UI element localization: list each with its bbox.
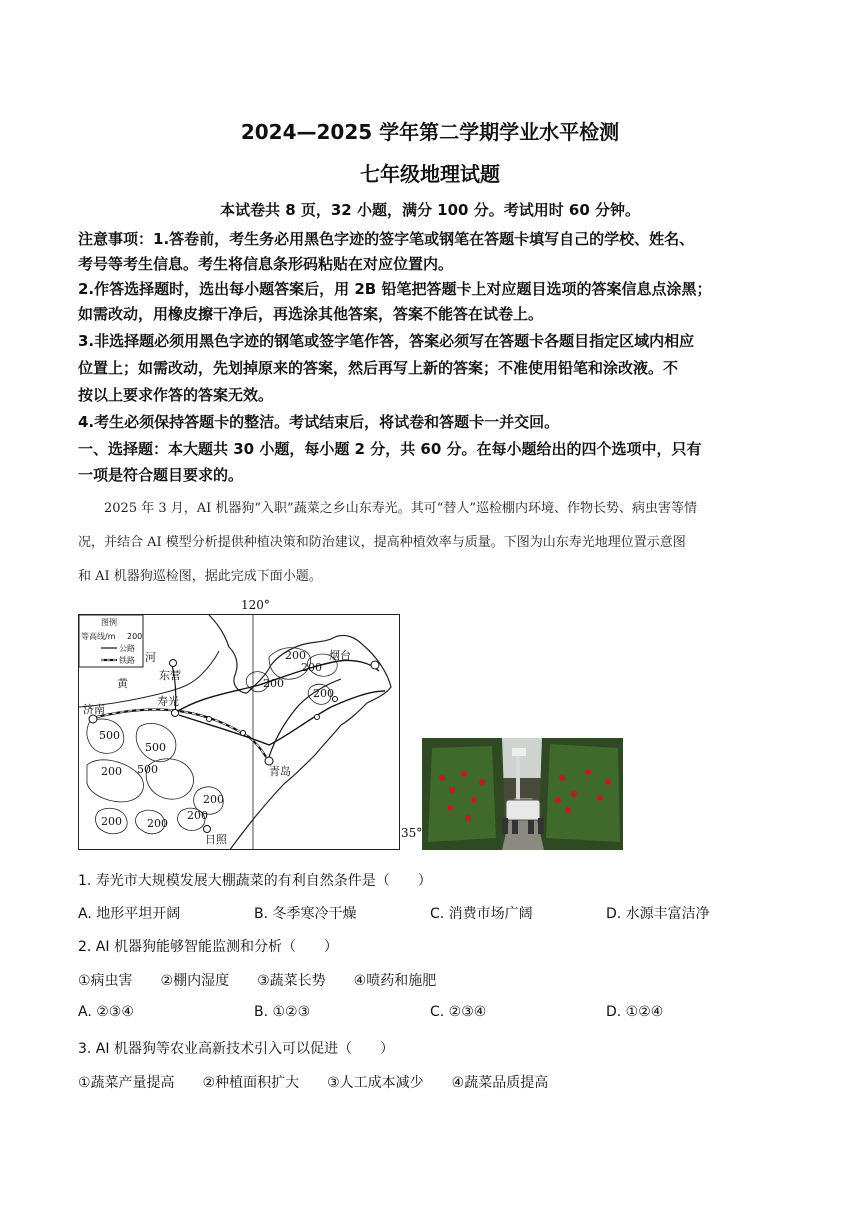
contour-label: 200 [263,677,284,690]
label-river: 河 [145,651,156,664]
question-3-items: ①蔬菜产量提高 ②种植面积扩大 ③人工成本减少 ④蔬菜品质提高 [78,1075,549,1091]
question-2-option-d[interactable]: D. ①②④ [606,1004,664,1020]
city-dot-dongying [170,660,177,667]
question-2-items: ①病虫害 ②棚内湿度 ③蔬菜长势 ④喷药和施肥 [78,973,437,989]
label-rizhao: 日照 [205,833,227,846]
contour-label: 500 [99,729,120,742]
section-heading: 一、选择题：本大题共 30 小题，每小题 2 分，共 60 分。在每小题给出的四个选项中，只有 [78,440,702,458]
city-dot-qingdao [265,757,273,765]
city-dot-yantai [371,661,379,669]
exam-info: 本试卷共 8 页，32 小题，满分 100 分。考试用时 60 分钟。 [219,201,641,219]
notes-line: 如需改动，用橡皮擦干净后，再选涂其他答案，答案不能答在试卷上。 [78,305,544,323]
notes-line: 按以上要求作答的答案无效。 [78,386,274,404]
contour-label: 200 [187,809,208,822]
legend-contour-value: 200 [127,632,143,641]
legend-road: 公路 [119,644,135,653]
question-2-option-b[interactable]: B. ①②③ [254,1004,311,1020]
latitude-label: 35° [401,826,423,840]
legend-contour: 等高线/m [81,632,116,641]
contour-label: 500 [145,741,166,754]
exam-title: 2024—2025 学年第二学期学业水平检测 [240,120,620,144]
section-heading: 一项是符合题目要求的。 [78,466,244,484]
label-yantai: 烟台 [329,649,351,662]
exam-subtitle: 七年级地理试题 [360,162,500,186]
contour-label: 200 [101,815,122,828]
robot-dog-photo [422,738,623,850]
question-1-option-a[interactable]: A. 地形平坦开阔 [78,906,181,922]
contour-label: 200 [147,817,168,830]
question-2-stem: 2. AI 机器狗能够智能监测和分析（ ） [78,939,338,955]
question-3-stem: 3. AI 机器狗等农业高新技术引入可以促进（ ） [78,1041,394,1057]
question-1-option-c[interactable]: C. 消费市场广阔 [430,906,533,922]
notes-line: 位置上；如需改动，先划掉原来的答案，然后再写上新的答案；不准使用铅笔和涂改液。不 [78,359,679,377]
notes-line: 4.考生必须保持答题卡的整洁。考试结束后，将试卷和答题卡一并交回。 [78,413,560,431]
city-dot-rizhao [204,826,211,833]
photo-svg [422,738,623,850]
passage-line: 2025 年 3 月，AI 机器狗“入职”蔬菜之乡山东寿光。其可“替人”巡检棚内环境、作物长势、病虫害等情 [104,501,697,516]
contour-label: 200 [285,649,306,662]
question-2-option-c[interactable]: C. ②③④ [430,1004,487,1020]
label-yellow: 黄 [117,677,128,690]
question-1-option-b[interactable]: B. 冬季寒冷干燥 [254,906,357,922]
question-2-option-a[interactable]: A. ②③④ [78,1004,134,1020]
city-dot-shouguang [172,710,179,717]
legend-title: 图例 [101,618,117,627]
contour-label: 200 [203,793,224,806]
legend-rail: 铁路 [119,656,135,665]
notes-line: 2.作答选择题时，选出每小题答案后，用 2B 铅笔把答题卡上对应题目选项的答案信息点涂黑； [78,280,712,298]
notes-line: 3.非选择题必须用黑色字迹的钢笔或签字笔作答，答案必须写在答题卡各题目指定区域内相应 [78,332,695,350]
passage-line: 和 AI 机器狗巡检图，据此完成下面小题。 [78,569,322,584]
contour-label: 200 [301,661,322,674]
label-dongying: 东营 [159,669,181,682]
label-qingdao: 青岛 [269,765,291,778]
label-jinan: 济南 [83,703,105,716]
contour-label: 200 [313,687,334,700]
notes-line: 注意事项：1.答卷前，考生务必用黑色字迹的签字笔或钢笔在答题卡填写自己的学校、姓名、 [78,230,695,248]
city-dot-jinan [89,715,97,723]
longitude-label: 120° [241,598,270,612]
passage-line: 况，并结合 AI 模型分析提供种植决策和防治建议，提高种植效率与质量。下图为山东寿光地理位置示意图 [78,535,686,550]
question-1-stem: 1. 寿光市大规模发展大棚蔬菜的有利自然条件是（ ） [78,873,432,889]
location-map [78,614,400,850]
notes-line: 考号等考生信息。考生将信息条形码粘贴在对应位置内。 [78,255,454,273]
label-shouguang: 寿光 [157,695,179,708]
contour-label: 500 [137,763,158,776]
contour-label: 200 [101,765,122,778]
map-svg [79,615,400,850]
question-1-option-d[interactable]: D. 水源丰富洁净 [606,906,710,922]
